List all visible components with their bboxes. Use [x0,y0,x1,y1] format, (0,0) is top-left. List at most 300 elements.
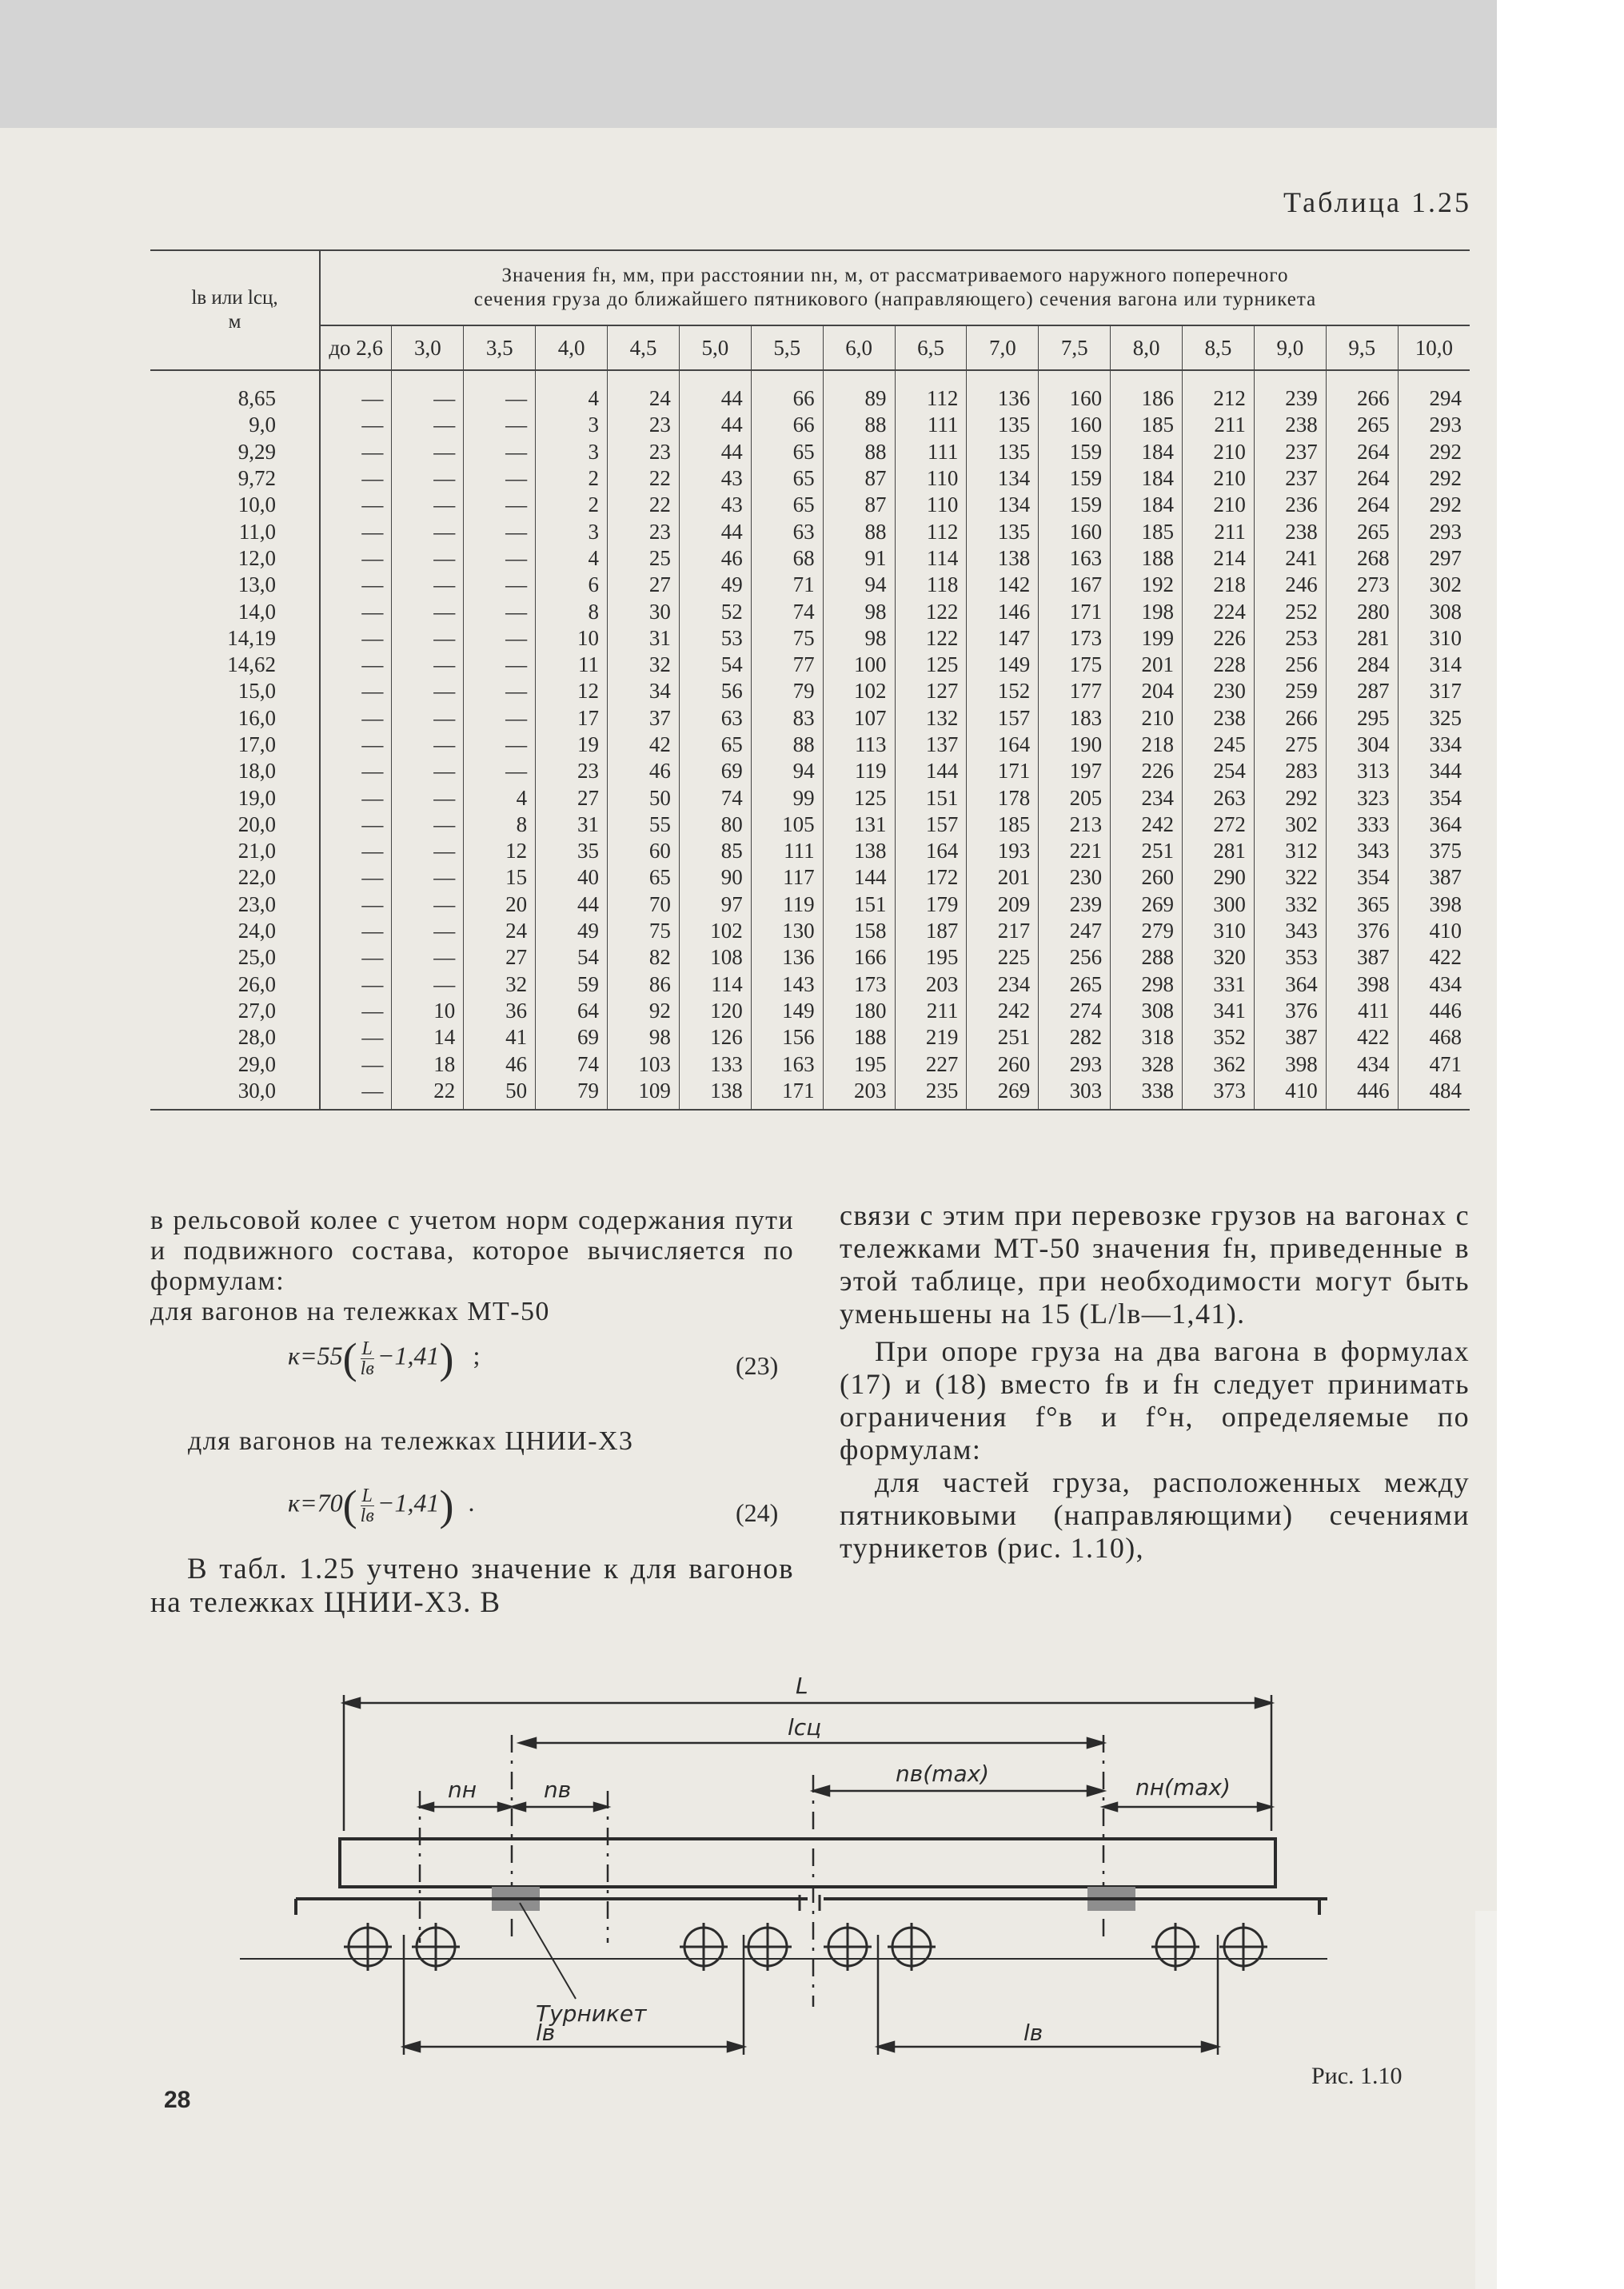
arrow-icon [420,1803,433,1811]
figure-1-10 [224,1671,1327,2103]
table-cell: 175 [1039,652,1111,678]
table-cell: 12 [536,678,608,704]
table-cell: 2 [536,492,608,518]
table-cell: 201 [967,864,1039,891]
table-cell: 422 [1326,1024,1398,1051]
data-table [150,249,1470,1111]
column-header: 6,5 [895,325,967,370]
table-cell: — [320,944,392,971]
table-cell: 317 [1398,678,1470,704]
table-cell: — [320,838,392,864]
table-cell: 259 [1254,678,1326,704]
formula-23-close-paren: ) [439,1334,454,1382]
table-cell: 60 [608,838,680,864]
table-cell: 30 [608,598,680,624]
table-cell: 23 [608,439,680,465]
table-cell: 22 [608,492,680,518]
row-label: 9,72 [150,465,320,492]
table-cell: 125 [823,784,895,811]
table-cell: 179 [895,891,967,918]
table-cell: 8 [536,598,608,624]
corner-header-line1: lв или lсц, [191,287,278,309]
row-label: 12,0 [150,545,320,572]
table-cell: 25 [608,545,680,572]
table-cell: 147 [967,625,1039,652]
table-cell: 102 [823,678,895,704]
table-cell: 138 [967,545,1039,572]
table-cell: 219 [895,1024,967,1051]
arrow-icon [1087,1738,1103,1748]
table-cell: 27 [464,944,536,971]
row-label: 9,29 [150,439,320,465]
table-cell: 211 [895,998,967,1024]
column-header: 6,0 [823,325,895,370]
row-label: 14,62 [150,652,320,678]
table-cell: — [320,998,392,1024]
arrow-icon [878,2042,894,2052]
table-cell: 214 [1183,545,1255,572]
table-row [150,545,1470,572]
table-cell: 65 [751,465,823,492]
table-cell: 264 [1326,465,1398,492]
column-header: 7,5 [1039,325,1111,370]
scan-right-margin [1497,0,1624,2289]
table-cell: 158 [823,918,895,944]
arrow-icon [344,1698,360,1708]
table-cell: 218 [1111,732,1183,758]
table-cell: — [320,812,392,838]
table-cell: 65 [679,732,751,758]
table-cell: 290 [1183,864,1255,891]
table-cell: 292 [1398,439,1470,465]
table-cell: 65 [608,864,680,891]
table-cell: 204 [1111,678,1183,704]
table-cell: — [392,758,464,784]
table-cell: 213 [1039,812,1111,838]
table-cell: 387 [1398,864,1470,891]
table-cell: 50 [464,1078,536,1110]
row-label: 28,0 [150,1024,320,1051]
row-label: 14,0 [150,598,320,624]
arrow-icon [728,2042,744,2052]
column-header: 3,5 [464,325,536,370]
table-cell: 42 [608,732,680,758]
table-cell: 304 [1326,732,1398,758]
table-cell: 205 [1039,784,1111,811]
formula-24-tail: −1,41 [377,1488,440,1517]
table-cell: 484 [1398,1078,1470,1110]
table-cell: 211 [1183,412,1255,438]
row-label: 9,0 [150,412,320,438]
table-cell: 230 [1183,678,1255,704]
table-cell: 192 [1111,572,1183,598]
table-cell: 22 [392,1078,464,1110]
table-cell: — [464,625,536,652]
table-row [150,465,1470,492]
table-cell: 133 [679,1051,751,1077]
table-cell: 183 [1039,705,1111,732]
corner-header-line2: м [228,311,241,333]
table-cell: 410 [1254,1078,1326,1110]
table-cell: 152 [967,678,1039,704]
table-cell: 126 [679,1024,751,1051]
wheel-icon [344,1923,392,1971]
table-cell: 131 [823,812,895,838]
table-cell: 118 [895,572,967,598]
table-cell: 264 [1326,439,1398,465]
table-cell: — [464,545,536,572]
table-cell: 373 [1183,1078,1255,1110]
table-cell: 79 [751,678,823,704]
table-cell: — [464,732,536,758]
table-cell: 46 [679,545,751,572]
table-row [150,1078,1470,1110]
right-paragraph-1: связи с этим при перевозке грузов на вагонах с тележками МТ-50 значения fн, приведенные в этой таблице, при необходимости могут быть уменьшены на 15 (L/lв—1,41). [840,1199,1470,1330]
table-row [150,732,1470,758]
table-cell: 4 [536,370,608,412]
formula-24-open-paren: ( [342,1481,357,1529]
table-cell: 11 [536,652,608,678]
table-cell: 27 [536,784,608,811]
table-cell: 3 [536,518,608,544]
arrow-icon [1202,2042,1218,2052]
table-cell: 19 [536,732,608,758]
arrow-icon [1255,1698,1271,1708]
table-cell: 234 [1111,784,1183,811]
table-cell: 199 [1111,625,1183,652]
column-header: до 2,6 [320,325,392,370]
table-cell: — [392,864,464,891]
table-cell: 142 [967,572,1039,598]
label-nn-max: nн(max) [1135,1774,1231,1800]
table-cell: 256 [1254,652,1326,678]
table-cell: — [320,705,392,732]
table-cell: 245 [1183,732,1255,758]
table-cell: 63 [679,705,751,732]
table-cell: 434 [1398,971,1470,998]
table-cell: 23 [608,518,680,544]
table-cell: 119 [751,891,823,918]
table-cell: 31 [608,625,680,652]
table-cell: 4 [464,784,536,811]
formula-24-close-paren: ) [439,1481,454,1529]
table-cell: 49 [536,918,608,944]
table-cell: 3 [536,439,608,465]
table-cell: 239 [1039,891,1111,918]
table-cell: 151 [823,891,895,918]
table-cell: — [392,518,464,544]
table-cell: 256 [1039,944,1111,971]
column-header: 4,0 [536,325,608,370]
table-cell: 8 [464,812,536,838]
table-row [150,678,1470,704]
table-cell: — [320,1051,392,1077]
table-cell: 282 [1039,1024,1111,1051]
table-cell: 302 [1398,572,1470,598]
table-cell: — [392,838,464,864]
row-label: 29,0 [150,1051,320,1077]
table-cell: — [320,918,392,944]
table-cell: — [464,758,536,784]
table-cell: — [392,812,464,838]
right-paragraph-3: для частей груза, расположенных между пятниковыми (направляющими) сечениями турникетов (рис. 1.10), [840,1466,1470,1564]
table-cell: 117 [751,864,823,891]
table-cell: 111 [895,439,967,465]
table-cell: — [392,971,464,998]
table-cell: — [320,439,392,465]
table-cell: 376 [1326,918,1398,944]
table-row [150,625,1470,652]
table-row [150,370,1470,412]
table-cell: 364 [1254,971,1326,998]
wheel-icon [888,1923,936,1971]
table-cell: 100 [823,652,895,678]
row-label: 17,0 [150,732,320,758]
table-cell: 268 [1326,545,1398,572]
table-cell: 99 [751,784,823,811]
table-row [150,918,1470,944]
row-label: 30,0 [150,1078,320,1110]
table-cell: — [320,864,392,891]
label-lv-left: lв [536,2020,556,2046]
table-cell: 230 [1039,864,1111,891]
wheel-icon [744,1923,792,1971]
row-label: 10,0 [150,492,320,518]
table-cell: 293 [1039,1051,1111,1077]
table-cell: 313 [1326,758,1398,784]
label-lv-right: lв [1023,2020,1043,2046]
table-cell: 86 [608,971,680,998]
values-header [320,250,1470,325]
table-cell: 105 [751,812,823,838]
table-cell: 171 [967,758,1039,784]
table-cell: 10 [392,998,464,1024]
table-cell: 338 [1111,1078,1183,1110]
table-cell: 209 [967,891,1039,918]
table-cell: 164 [967,732,1039,758]
table-cell: 74 [751,598,823,624]
table-cell: 308 [1111,998,1183,1024]
formula-24-prefix: к=70 [288,1488,343,1517]
table-cell: — [464,652,536,678]
table-cell: — [392,598,464,624]
table-cell: 312 [1254,838,1326,864]
table-cell: 164 [895,838,967,864]
table-cell: 35 [536,838,608,864]
table-cell: 274 [1039,998,1111,1024]
table-cell: 203 [823,1078,895,1110]
column-header: 9,5 [1326,325,1398,370]
table-cell: 36 [464,998,536,1024]
formula-23-prefix: к=55 [288,1341,343,1370]
table-cell: 292 [1398,465,1470,492]
table-row [150,412,1470,438]
table-cell: 110 [895,465,967,492]
table-cell: 135 [967,518,1039,544]
table-cell: — [320,758,392,784]
table-cell: 94 [751,758,823,784]
page-number: 28 [164,2087,191,2113]
table-cell: 90 [679,864,751,891]
table-cell: 144 [823,864,895,891]
table-row [150,864,1470,891]
row-label: 21,0 [150,838,320,864]
table-cell: 98 [608,1024,680,1051]
table-cell: 24 [464,918,536,944]
table-cell: — [320,370,392,412]
table-cell: 188 [1111,545,1183,572]
table-cell: 46 [608,758,680,784]
table-cell: 71 [751,572,823,598]
table-cell: 107 [823,705,895,732]
table-cell: 85 [679,838,751,864]
table-cell: 74 [679,784,751,811]
table-cell: 354 [1326,864,1398,891]
formula-24-fraction [361,1486,374,1525]
table-cell: 134 [967,492,1039,518]
table-cell: 17 [536,705,608,732]
table-cell: 44 [536,891,608,918]
table-cell: 295 [1326,705,1398,732]
table-row [150,944,1470,971]
column-header: 3,0 [392,325,464,370]
table-cell: — [464,439,536,465]
table-cell: — [464,492,536,518]
table-cell: 53 [679,625,751,652]
formula-24-denominator: lв [360,1505,374,1526]
table-cell: 134 [967,465,1039,492]
table-cell: 59 [536,971,608,998]
table-cell: 65 [751,439,823,465]
table-cell: 446 [1326,1078,1398,1110]
table-cell: 66 [751,412,823,438]
table-cell: 92 [608,998,680,1024]
table-cell: 298 [1111,971,1183,998]
table-cell: 3 [536,412,608,438]
scan-top-margin [0,0,1497,128]
table-cell: 10 [536,625,608,652]
table-cell: 254 [1183,758,1255,784]
table-cell: 65 [751,492,823,518]
table-cell: 294 [1398,370,1470,412]
row-label: 20,0 [150,812,320,838]
table-cell: 293 [1398,412,1470,438]
table-cell: 12 [464,838,536,864]
table-cell: — [464,465,536,492]
left-paragraph-4-block [150,1553,794,1620]
table-cell: 184 [1111,465,1183,492]
table-cell: — [320,678,392,704]
table-cell: 77 [751,652,823,678]
turnstile-leader [520,1903,576,1999]
table-row [150,518,1470,544]
table-row [150,652,1470,678]
arrow-icon [512,1803,525,1811]
column-header: 9,0 [1254,325,1326,370]
row-label: 18,0 [150,758,320,784]
table-cell: 156 [751,1024,823,1051]
table-cell: — [320,492,392,518]
table-cell: 210 [1183,492,1255,518]
table-cell: 292 [1398,492,1470,518]
table-cell: 185 [1111,412,1183,438]
table-cell: 331 [1183,971,1255,998]
table-cell: — [392,439,464,465]
table-cell: 160 [1039,518,1111,544]
table-cell: 279 [1111,918,1183,944]
table-cell: — [320,652,392,678]
table-cell: 264 [1326,492,1398,518]
table-cell: 246 [1254,572,1326,598]
table-cell: 112 [895,370,967,412]
table-row [150,838,1470,864]
table-cell: 24 [608,370,680,412]
table-cell: 127 [895,678,967,704]
table-cell: 159 [1039,439,1111,465]
table-cell: — [392,918,464,944]
table-cell: 398 [1398,891,1470,918]
left-paragraph-2: для вагонов на тележках МТ-50 [150,1297,550,1326]
table-cell: 40 [536,864,608,891]
table-cell: 125 [895,652,967,678]
table-cell: 211 [1183,518,1255,544]
table-cell: 160 [1039,370,1111,412]
table-cell: 323 [1326,784,1398,811]
table-cell: 221 [1039,838,1111,864]
table-cell: — [320,891,392,918]
table-cell: — [320,412,392,438]
table-cell: 446 [1398,998,1470,1024]
table-cell: 178 [967,784,1039,811]
formula-24-numerator: L [361,1485,373,1506]
table-cell: 122 [895,625,967,652]
table-cell: 149 [967,652,1039,678]
row-label: 13,0 [150,572,320,598]
table-cell: 287 [1326,678,1398,704]
table-cell: 88 [751,732,823,758]
table-cell: 130 [751,918,823,944]
table-cell: 280 [1326,598,1398,624]
table-cell: 210 [1183,439,1255,465]
table-cell: 163 [1039,545,1111,572]
wheel-icon [1151,1923,1199,1971]
table-cell: 6 [536,572,608,598]
table-cell: 310 [1398,625,1470,652]
table-cell: 44 [679,518,751,544]
table-cell: 265 [1326,518,1398,544]
table-cell: 334 [1398,732,1470,758]
table-cell: — [392,465,464,492]
table-cell: 32 [464,971,536,998]
table-cell: 23 [608,412,680,438]
table-cell: 283 [1254,758,1326,784]
table-cell: — [392,492,464,518]
table-cell: 136 [751,944,823,971]
label-nv: nв [544,1777,572,1803]
row-label: 16,0 [150,705,320,732]
table-cell: 322 [1254,864,1326,891]
table-cell: — [320,572,392,598]
row-label: 26,0 [150,971,320,998]
table-cell: 217 [967,918,1039,944]
table-row [150,891,1470,918]
table-cell: 159 [1039,465,1111,492]
table-cell: 237 [1254,439,1326,465]
table-cell: 171 [1039,598,1111,624]
table-cell: 75 [751,625,823,652]
table-cell: 137 [895,732,967,758]
table-cell: — [392,625,464,652]
